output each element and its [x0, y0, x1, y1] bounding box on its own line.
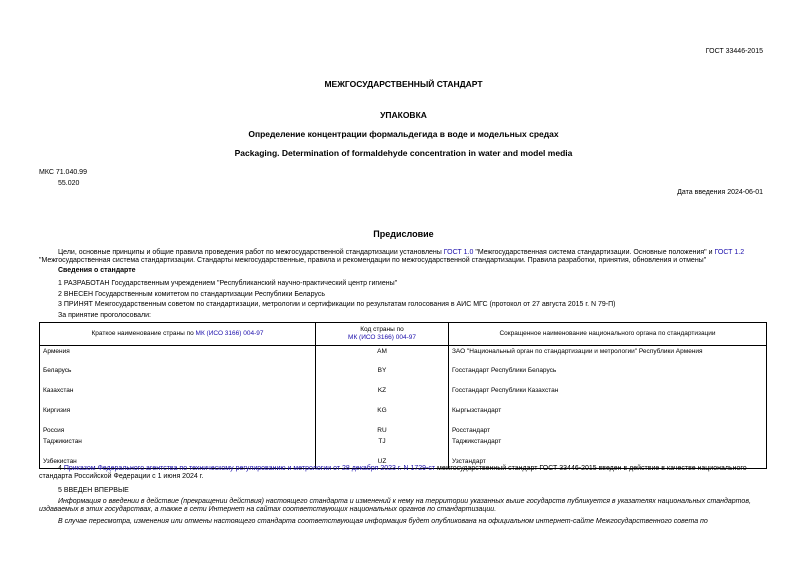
gost-code-header: ГОСТ 33446-2015: [705, 48, 763, 55]
mk-iso-link-col1[interactable]: МК (ИСО 3166) 004-97: [195, 330, 264, 338]
preface-heading: Предисловие: [373, 229, 434, 239]
item-4-text: межгосударственный стандарт ГОСТ 33446-2015 введен в действие в качестве национального стандарта Российской Федерации с 1 июня 2024 г.: [39, 465, 747, 481]
subject-heading: УПАКОВКА: [380, 110, 427, 120]
cell-body: Таджикстандарт: [449, 436, 767, 456]
mk-iso-link-col2[interactable]: МК (ИСО 3166) 004-97: [348, 334, 416, 341]
cell-body: Узстандарт: [449, 456, 767, 468]
cell-code: TJ: [316, 436, 449, 456]
cell-body: Кыргызстандарт: [449, 405, 767, 425]
cell-body: Госстандарт Республики Беларусь: [449, 365, 767, 385]
para1-text-a: Цели, основные принципы и общие правила проведения работ по межгосударственной стандартизации установлены: [58, 249, 444, 256]
table-row: [40, 436, 767, 456]
rosstandart-order-link[interactable]: Приказом Федерального агентства по техническому регулированию и метрологии от 28 декабря 2023 г. N 1729-ст: [63, 465, 436, 472]
table-row: [40, 425, 767, 437]
cell-country: Киргизия: [40, 405, 316, 425]
introduction-date: Дата введения 2024-06-01: [677, 189, 763, 196]
cell-code: KG: [316, 405, 449, 425]
para1-text-b: "Межгосударственная система стандартизации. Основные положения" и: [473, 249, 715, 256]
mks-code-2: 55.020: [58, 180, 80, 187]
cell-country: Россия: [40, 425, 316, 437]
preface-paragraph-1: [39, 249, 767, 266]
cell-country: Беларусь: [40, 365, 316, 385]
cell-body: Госстандарт Республики Казахстан: [449, 385, 767, 405]
table-row: [40, 385, 767, 405]
title-en: Packaging. Determination of formaldehyde concentration in water and model media: [234, 148, 573, 158]
item-4-number: 4: [58, 465, 64, 472]
cell-country: Таджикистан: [40, 436, 316, 456]
para1-text-c: "Межгосударственная система стандартизации. Стандарты межгосударственные, правила и рекомендации по межгосударственной стандартизации. Правила разработки, принятия, обновления и отмены": [39, 257, 707, 265]
voted-for-label: За принятие проголосовали:: [58, 312, 151, 319]
cell-code: AM: [316, 346, 449, 365]
table-row: [40, 346, 767, 365]
item-2-submitted: 2 ВНЕСЕН Государственным комитетом по стандартизации Республики Беларусь: [58, 291, 325, 298]
cell-country: Узбекистан: [40, 456, 316, 468]
info-paragraph-1: Информация о введении в действие (прекращении действия) настоящего стандарта и изменений к нему на территории указанных выше государств публикуется в указателях национальных стандартов, издаваемых в этих государствах, а также в сети Интернет на сайтах соответствующих национальных органов по стандартизации.: [39, 498, 751, 514]
cell-body: Росстандарт: [449, 425, 767, 437]
gost-1-2-link[interactable]: ГОСТ 1.2: [714, 249, 745, 256]
column-header-country-text: Краткое наименование страны по: [91, 330, 196, 338]
table-header-row: [40, 323, 767, 346]
item-3-adopted: 3 ПРИНЯТ Межгосударственным советом по стандартизации, метрологии и сертификации по результатам голосования в АИС МГС (протокол от 27 августа 2015 г. N 79-П): [58, 301, 616, 308]
cell-body: ЗАО "Национальный орган по стандартизации и метрологии" Республики Армения: [449, 346, 767, 365]
info-paragraph-2: В случае пересмотра, изменения или отмены настоящего стандарта соответствующая информация будет опубликована на официальном интернет-сайте Межгосударственного совета по: [58, 518, 708, 525]
standard-type-heading: МЕЖГОСУДАРСТВЕННЫЙ СТАНДАРТ: [324, 79, 483, 89]
column-header-country: [40, 323, 316, 346]
cell-code: KZ: [316, 385, 449, 405]
mks-code: МКС 71.040.99: [39, 169, 87, 176]
standard-info-heading: Сведения о стандарте: [58, 267, 136, 274]
table-row: [40, 365, 767, 385]
gost-1-0-link[interactable]: ГОСТ 1.0: [443, 249, 474, 256]
table-row: [40, 405, 767, 425]
column-header-code-text: Код страны по: [360, 326, 404, 334]
cell-code: BY: [316, 365, 449, 385]
countries-table: [39, 322, 767, 469]
cell-country: Армения: [40, 346, 316, 365]
item-1-developed: 1 РАЗРАБОТАН Государственным учреждением "Республиканский научно-практический центр гигиены": [58, 280, 398, 287]
column-header-code: [316, 323, 449, 346]
cell-code: UZ: [316, 456, 449, 468]
cell-code: RU: [316, 425, 449, 437]
title-ru: Определение концентрации формальдегида в воде и модельных средах: [248, 129, 559, 139]
item-5-first-introduced: 5 ВВЕДЕН ВПЕРВЫЕ: [58, 487, 129, 494]
column-header-body: Сокращенное наименование национального органа по стандартизации: [449, 323, 767, 346]
cell-country: Казахстан: [40, 385, 316, 405]
item-4-order: [39, 465, 767, 482]
